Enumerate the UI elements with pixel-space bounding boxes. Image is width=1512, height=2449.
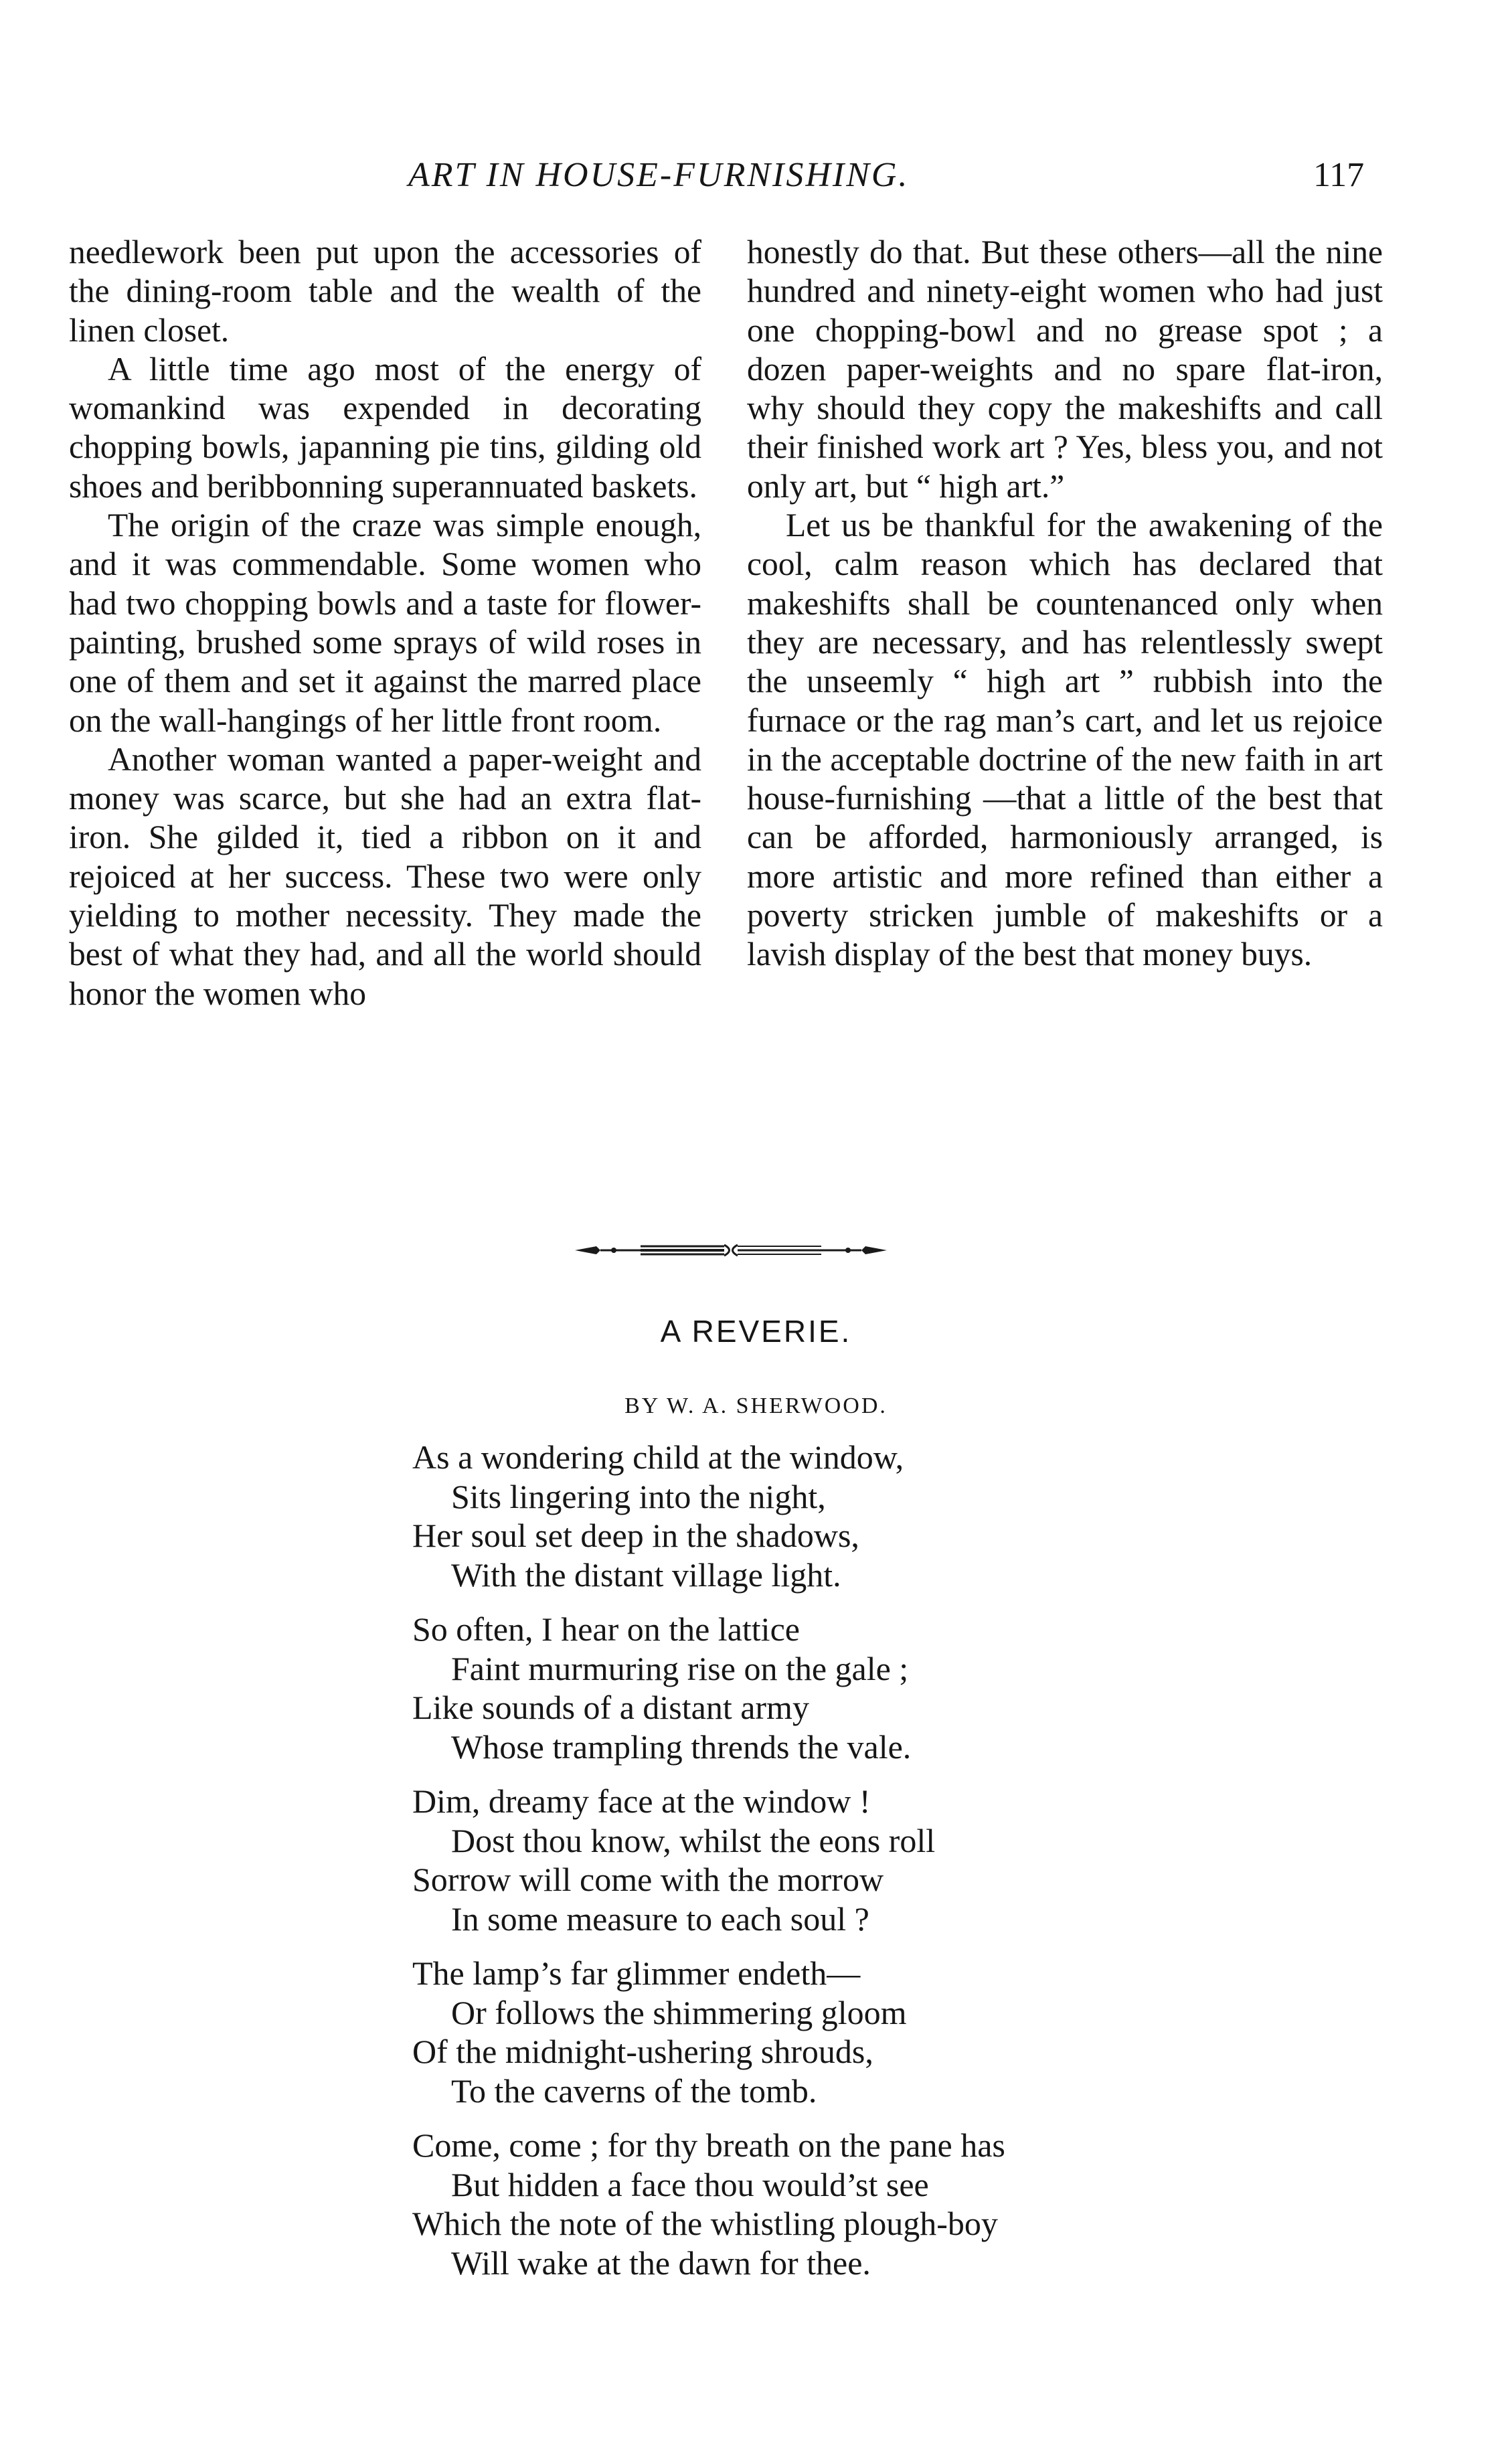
right-column (747, 233, 1383, 975)
poem-line: Come, come ; for thy breath on the pane has (412, 2126, 1005, 2164)
left-column (69, 233, 701, 1013)
section-divider-ornament (574, 1238, 888, 1262)
poem-line: Will wake at the dawn for thee. (451, 2244, 871, 2282)
paragraph: needlework been put upon the accessories of the dining-room table and the wealth of the linen closet. (69, 234, 701, 349)
paragraph: Another woman wanted a paper-weight and money was scarce, but she had an extra flat-iron. She gilded it, tied a ribbon on it and rejoiced at her success. These two were only yielding to mother necessity. They made the best of what they had, and all the world should honor the women who (69, 740, 701, 1012)
poem-byline: BY W. A. SHERWOOD. (624, 1394, 888, 1418)
poem-line: Her soul set deep in the shadows, (412, 1517, 859, 1554)
poem-line: As a wondering child at the window, (412, 1438, 904, 1476)
poem-line: Which the note of the whistling plough-boy (412, 2205, 998, 2242)
poem-line: To the caverns of the tomb. (451, 2072, 817, 2110)
poem-line: Like sounds of a distant army (412, 1689, 809, 1726)
poem-line: With the distant village light. (451, 1555, 841, 1594)
poem-line: Sorrow will come with the morrow (412, 1861, 884, 1898)
stanza (412, 2126, 1215, 2282)
page-number: 117 (1313, 156, 1365, 194)
poem-line: Dost thou know, whilst the eons roll (451, 1821, 936, 1859)
paragraph: The origin of the craze was simple enough, and it was commendable. Some women who had two chopping bowls and a taste for flower-painting, brushed some sprays of wild roses in one of them and set it against the marred place on the wall-hangings of her little front room. (69, 507, 701, 739)
poem-line: Faint murmuring rise on the gale ; (451, 1649, 909, 1687)
stanza (412, 1954, 1215, 2110)
stanza (412, 1610, 1215, 1766)
paragraph: honestly do that. But these others—all the nine hundred and ninety-eight women who had just one chopping-bowl and no grease spot ; a dozen paper-weights and no spare flat-iron, why should they copy the makeshifts and call their finished work art ? Yes, bless you, and not only art, but “ high art.” (747, 234, 1383, 505)
running-head (0, 155, 1512, 202)
poem-line: Dim, dreamy face at the window ! (412, 1782, 871, 1820)
paragraph: Let us be thankful for the awakening of the cool, calm reason which has declared that makeshifts shall be countenanced only when they are necessary, and has relentlessly swept the unseemly “ high art ” rubbish into the furnace or the rag man’s cart, and let us rejoice in the acceptable doctrine of the new faith in art house-furnishing —that a little of the best that can be afforded, harmoniously arranged, is more artistic and more refined than either a poverty stricken jumble of makeshifts or a lavish display of the best that money buys. (747, 507, 1383, 973)
stanza (412, 1438, 1215, 1594)
poem-line: Of the midnight-ushering shrouds, (412, 2033, 873, 2070)
poem-line: Sits lingering into the night, (451, 1477, 826, 1515)
poem-line: But hidden a face thou would’st see (451, 2165, 929, 2203)
poem-line: The lamp’s far glimmer endeth— (412, 1954, 861, 1992)
poem-line: In some measure to each soul ? (451, 1899, 869, 1938)
poem-line: Whose trampling thrends the vale. (451, 1727, 912, 1766)
paragraph: A little time ago most of the energy of womankind was expended in decorating chopping bowls, japanning pie tins, gilding old shoes and beribbonning superannuated baskets. (69, 350, 701, 505)
poem-title: A REVERIE. (660, 1314, 852, 1349)
stanza (412, 1782, 1215, 1938)
poem (412, 1438, 1215, 2298)
poem-line: So often, I hear on the lattice (412, 1610, 800, 1648)
poem-line: Or follows the shimmering gloom (451, 1993, 907, 2031)
running-title: ART IN HOUSE-FURNISHING. (408, 156, 910, 194)
